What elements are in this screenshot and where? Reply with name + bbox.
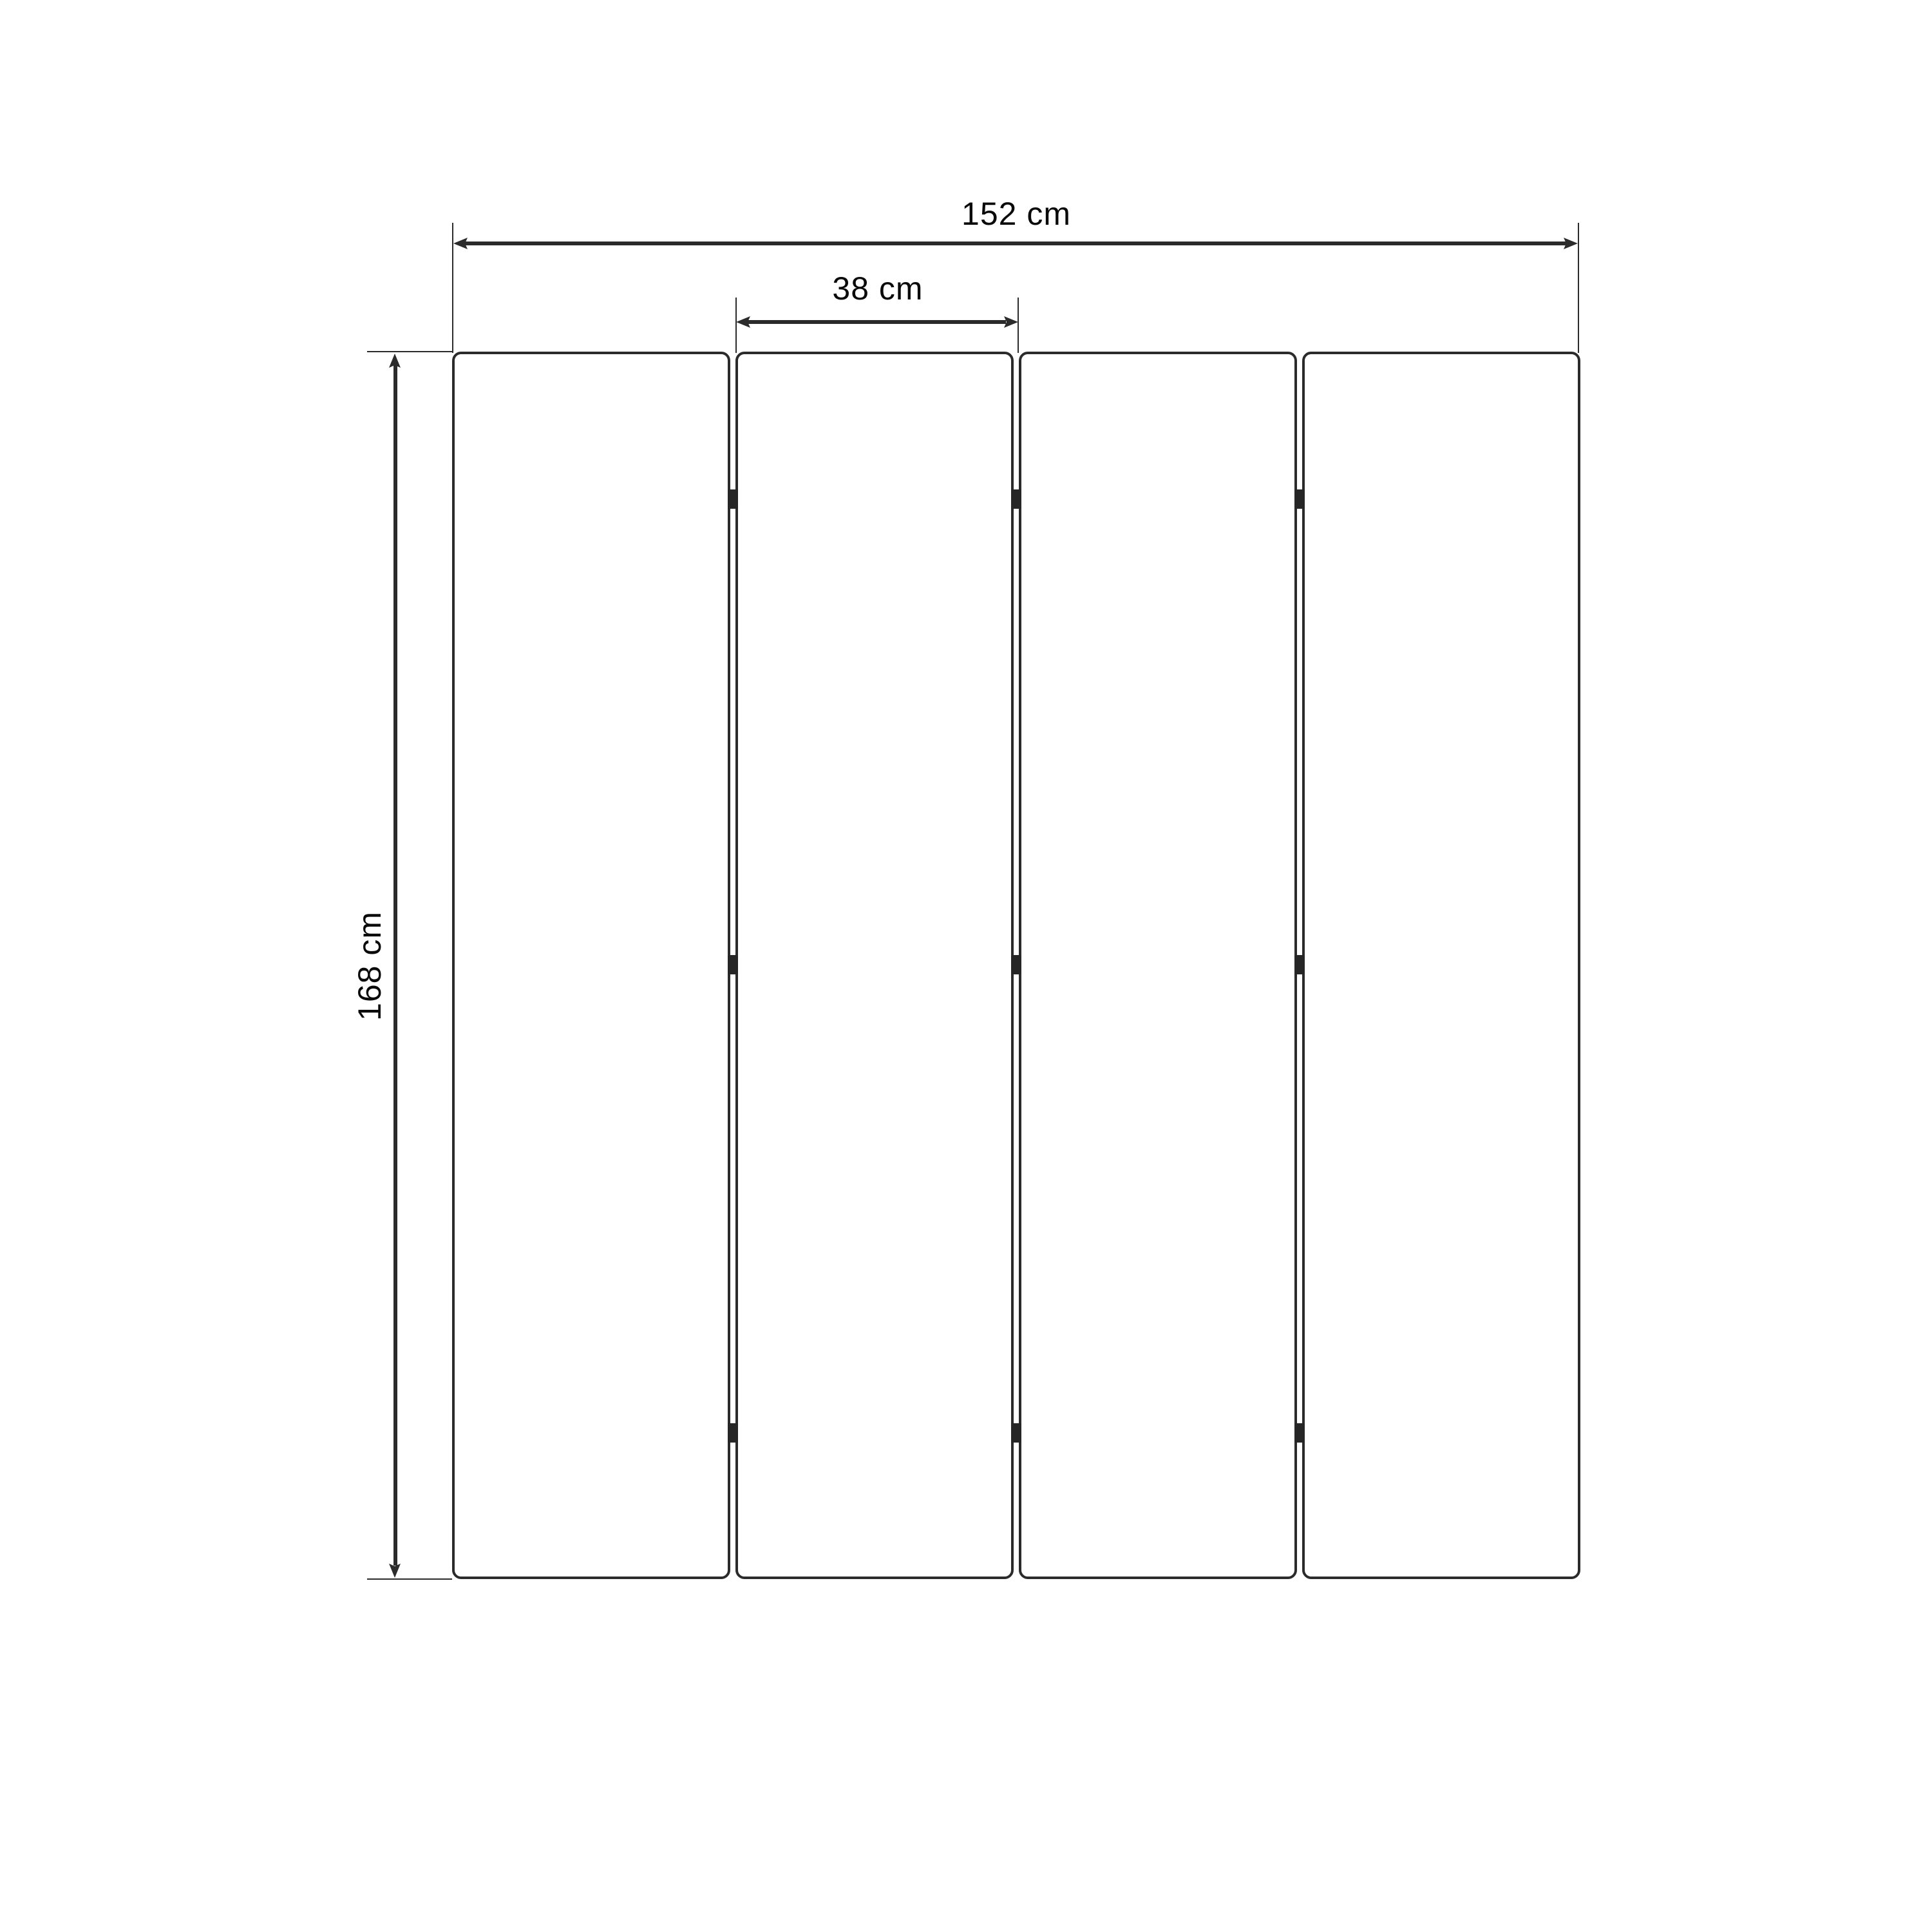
- panel-3: [1019, 352, 1297, 1579]
- dimension-line: [747, 320, 1006, 324]
- hinge-mark: [728, 489, 738, 509]
- arrowhead-right-icon: [1004, 316, 1018, 328]
- hinge-mark: [1294, 1423, 1305, 1443]
- arrowhead-down-icon: [389, 1564, 401, 1578]
- hinge-mark: [728, 955, 738, 974]
- extension-line: [452, 223, 453, 353]
- total-width-label: 152 cm: [961, 196, 1071, 232]
- extension-line: [735, 298, 737, 353]
- extension-line: [1578, 223, 1579, 353]
- extension-line: [367, 1578, 452, 1580]
- hinge-mark: [1294, 955, 1305, 974]
- panel-4: [1302, 352, 1580, 1579]
- dimension-line: [393, 365, 397, 1566]
- hinge-mark: [1011, 489, 1021, 509]
- hinge-mark: [728, 1423, 738, 1443]
- panel-width-label: 38 cm: [832, 270, 923, 307]
- hinge-mark: [1011, 1423, 1021, 1443]
- hinge-mark: [1294, 489, 1305, 509]
- extension-line: [367, 351, 452, 352]
- dimension-line: [465, 242, 1566, 245]
- hinge-mark: [1011, 955, 1021, 974]
- panel-2: [735, 352, 1014, 1579]
- height-label: 168 cm: [352, 911, 388, 1021]
- panel-1: [452, 352, 730, 1579]
- extension-line: [1018, 298, 1019, 353]
